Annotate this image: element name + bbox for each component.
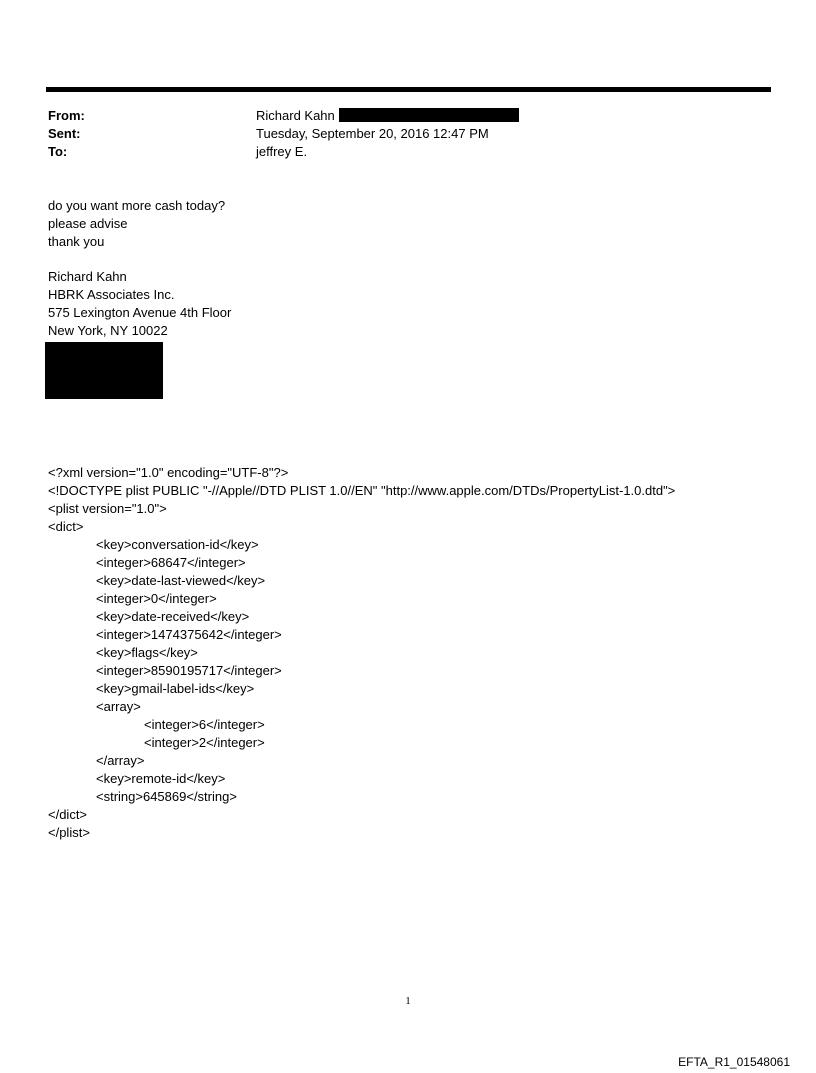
to-value: jeffrey E. (256, 144, 308, 159)
to-label: To: (48, 144, 68, 159)
plist-line: </array> (96, 753, 145, 768)
plist-metadata (48, 464, 675, 842)
signature-line: 575 Lexington Avenue 4th Floor (48, 305, 232, 320)
sent-label: Sent: (48, 126, 81, 141)
header-divider (46, 87, 771, 92)
plist-line: <integer>6</integer> (144, 717, 265, 732)
signature-block (48, 268, 231, 340)
from-row (48, 107, 748, 125)
sent-row (48, 125, 748, 143)
message-body (48, 197, 225, 251)
plist-line: <integer>1474375642</integer> (96, 627, 282, 642)
email-header (48, 107, 748, 161)
plist-line: <key>remote-id</key> (96, 771, 226, 786)
from-value-container (256, 107, 519, 125)
plist-line: </dict> (48, 807, 88, 822)
message-line: thank you (48, 234, 105, 249)
to-row (48, 143, 748, 161)
plist-line: <?xml version="1.0" encoding="UTF-8"?> (48, 465, 289, 480)
from-value: Richard Kahn (256, 108, 335, 123)
message-line: do you want more cash today? (48, 198, 226, 213)
redaction-box (45, 342, 163, 399)
sent-value: Tuesday, September 20, 2016 12:47 PM (256, 126, 489, 141)
from-label: From: (48, 108, 85, 123)
plist-line: <!DOCTYPE plist PUBLIC "-//Apple//DTD PLIST 1.0//EN" "http://www.apple.com/DTDs/PropertyList-1.0.dtd"> (48, 483, 676, 498)
plist-line: <integer>8590195717</integer> (96, 663, 282, 678)
signature-line: HBRK Associates Inc. (48, 287, 175, 302)
plist-line: <key>flags</key> (96, 645, 198, 660)
plist-line: <integer>0</integer> (96, 591, 217, 606)
message-line: please advise (48, 216, 128, 231)
plist-line: <integer>68647</integer> (96, 555, 246, 570)
plist-line: <key>conversation-id</key> (96, 537, 259, 552)
plist-line: <string>645869</string> (96, 789, 237, 804)
plist-line: <array> (96, 699, 141, 714)
signature-line: Richard Kahn (48, 269, 127, 284)
document-id: EFTA_R1_01548061 (678, 1055, 790, 1069)
plist-line: <dict> (48, 519, 84, 534)
plist-line: <integer>2</integer> (144, 735, 265, 750)
plist-line: <key>date-last-viewed</key> (96, 573, 266, 588)
page-number: 1 (405, 995, 411, 1007)
plist-line: <key>gmail-label-ids</key> (96, 681, 255, 696)
redaction-bar (339, 108, 519, 122)
plist-line: <plist version="1.0"> (48, 501, 167, 516)
signature-line: New York, NY 10022 (48, 323, 168, 338)
plist-line: </plist> (48, 825, 90, 840)
plist-line: <key>date-received</key> (96, 609, 250, 624)
